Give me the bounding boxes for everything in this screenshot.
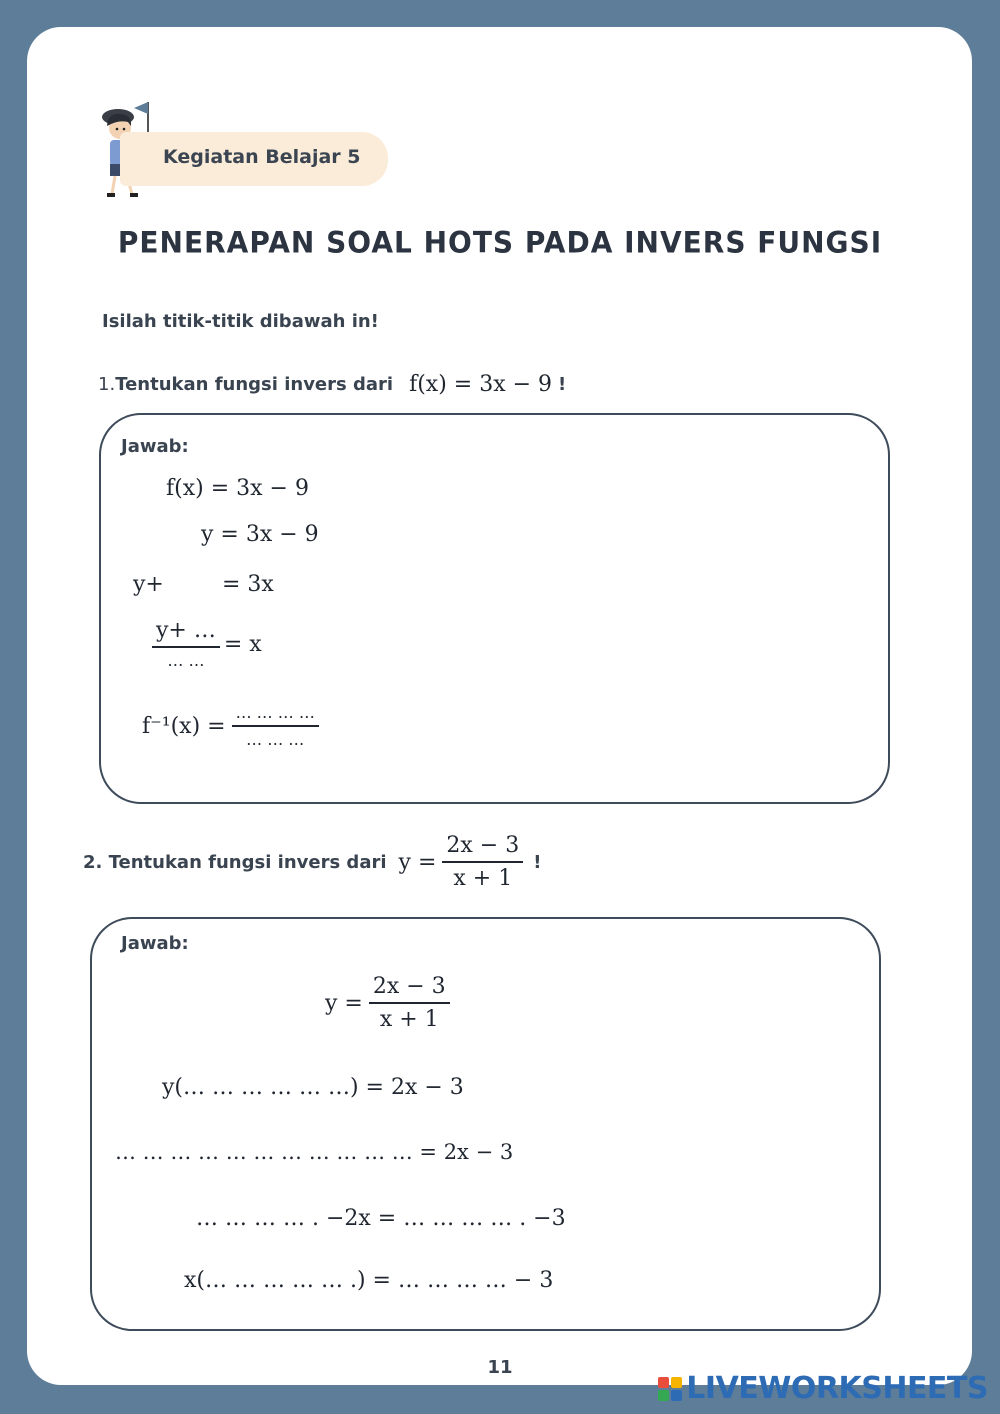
q2-step-3[interactable]: … … … … … … … … … … … = 2x − 3 — [115, 1140, 514, 1164]
q2-step-1 — [325, 974, 450, 1032]
liveworksheets-logo — [658, 1371, 988, 1406]
answer-1-label: Jawab: — [121, 436, 189, 457]
q1-step-4 — [152, 618, 262, 670]
q2-step-2[interactable]: y(… … … … … …) = 2x − 3 — [162, 1075, 464, 1100]
question-2-numerator: 2x − 3 — [442, 833, 523, 863]
question-1-end-mark: ! — [558, 374, 567, 395]
question-1-prompt: Tentukan fungsi invers dari — [115, 374, 394, 395]
lesson-badge-label: Kegiatan Belajar 5 — [163, 146, 361, 168]
q2-step-4[interactable]: … … … … . −2x = … … … … . −3 — [196, 1206, 566, 1231]
q1-step-3-blank[interactable] — [170, 568, 218, 598]
question-1-number: 1. — [98, 374, 116, 395]
q1-step-5 — [142, 703, 319, 749]
q1-step-4-numerator[interactable]: y+ … — [152, 618, 220, 648]
q1-step-3-left: y+ — [133, 572, 164, 597]
question-2-end-mark: ! — [533, 851, 542, 873]
brand-text: LIVEWORKSHEETS — [686, 1371, 988, 1406]
liveworksheets-mark-icon — [658, 1377, 682, 1401]
q1-step-1: f(x) = 3x − 9 — [166, 476, 309, 501]
question-1 — [98, 372, 566, 397]
q1-step-4-right: = x — [223, 631, 262, 657]
q1-step-3-right: = 3x — [222, 572, 274, 597]
question-2-lhs: y = — [398, 849, 437, 875]
q1-step-5-denominator[interactable]: … … … — [246, 730, 305, 749]
instruction-text: Isilah titik-titik dibawah in! — [102, 311, 379, 332]
q2-step-5[interactable]: x(… … … … … .) = … … … … − 3 — [184, 1268, 554, 1293]
question-2 — [83, 833, 541, 891]
q1-step-5-left: f⁻¹(x) = — [142, 713, 226, 739]
q1-step-5-numerator[interactable]: … … … … — [232, 703, 319, 727]
q1-step-4-denominator[interactable]: … … — [167, 651, 205, 670]
question-2-prompt: 2. Tentukan fungsi invers dari — [83, 851, 387, 873]
answer-2-label: Jawab: — [121, 933, 189, 954]
q1-step-2: y = 3x − 9 — [201, 522, 319, 547]
question-2-denominator: x + 1 — [453, 866, 513, 891]
q2-step-1-denominator: x + 1 — [379, 1007, 439, 1032]
page-number: 11 — [487, 1357, 513, 1378]
q2-step-1-numerator: 2x − 3 — [369, 974, 450, 1004]
question-1-function: f(x) = 3x − 9 — [409, 372, 553, 397]
q2-step-1-lhs: y = — [325, 990, 363, 1016]
page-title: PENERAPAN SOAL HOTS PADA INVERS FUNGSI — [117, 225, 883, 260]
